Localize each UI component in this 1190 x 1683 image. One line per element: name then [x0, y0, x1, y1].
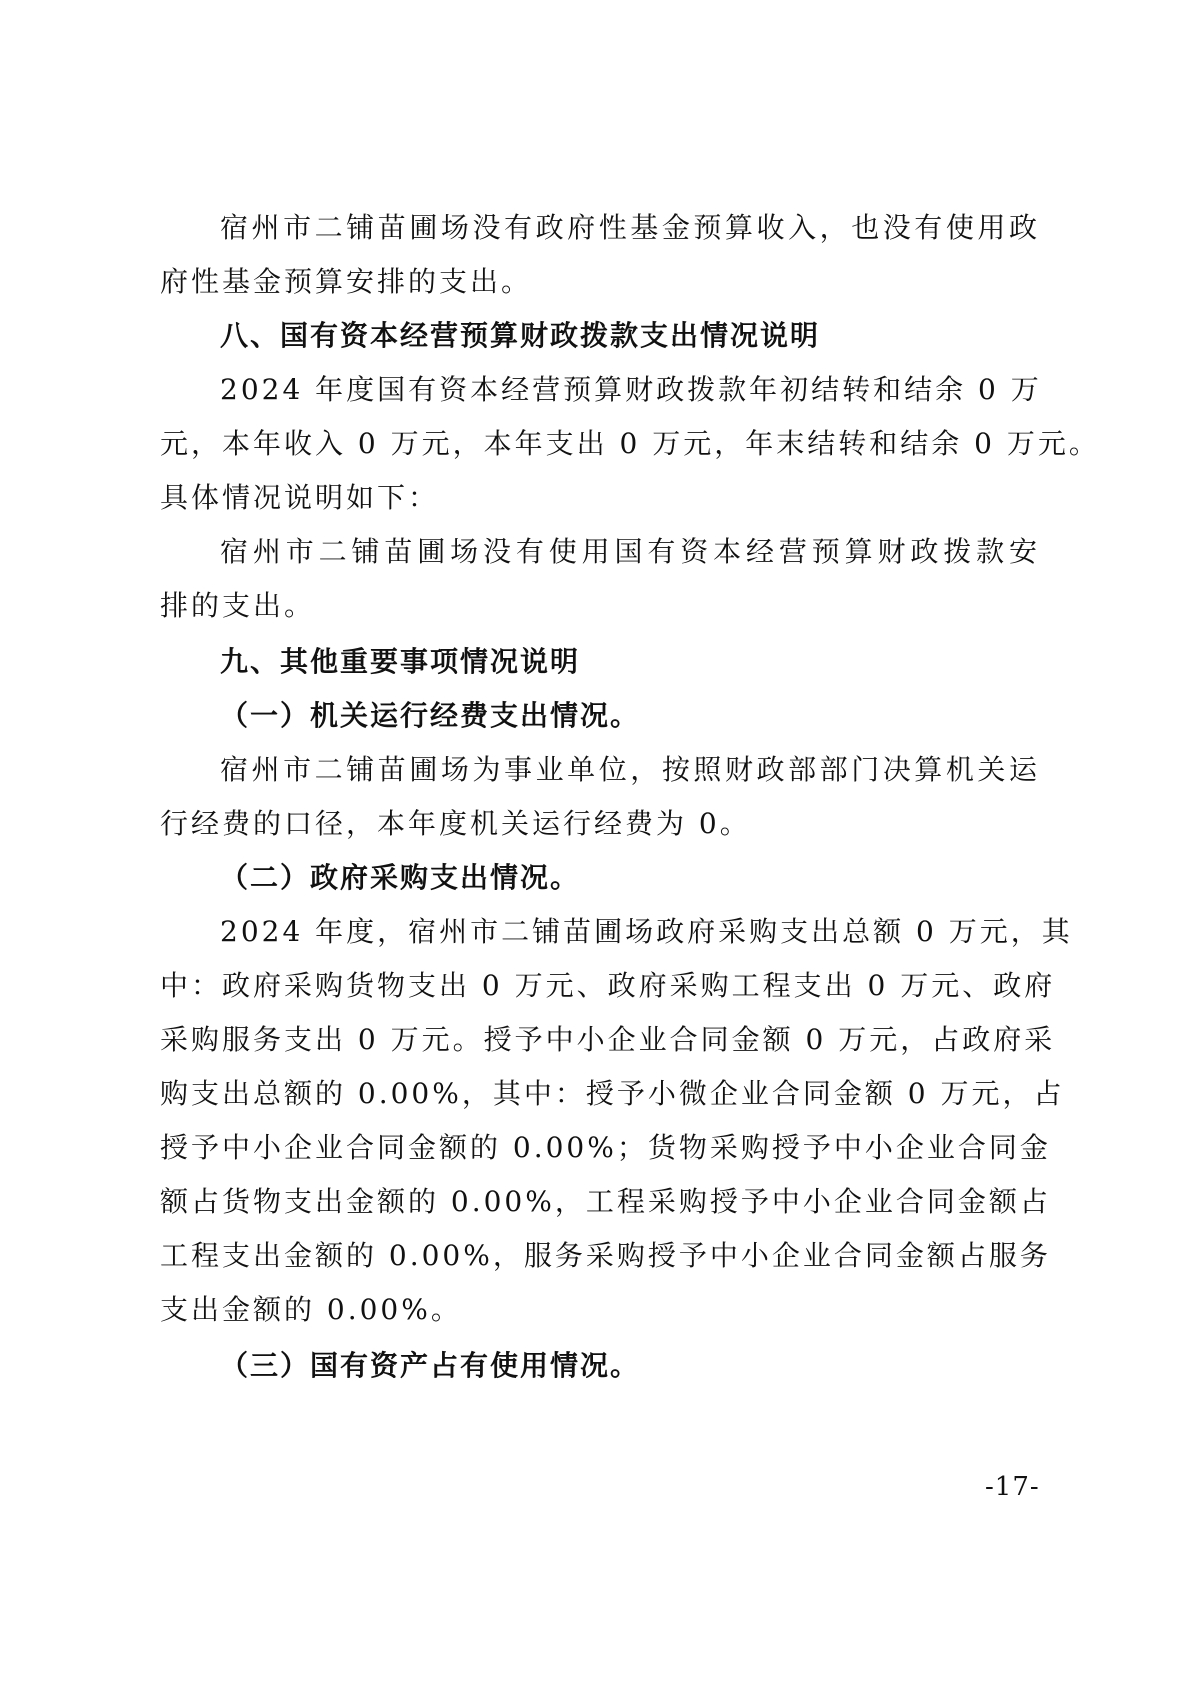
paragraph-line: 额占货物支出金额的 0.00%，工程采购授予中小企业合同金额占 [160, 1185, 1051, 1218]
paragraph-line: 排的支出。 [160, 589, 316, 622]
paragraph-line: 府性基金预算安排的支出。 [160, 265, 533, 298]
paragraph-line: 授予中小企业合同金额的 0.00%；货物采购授予中小企业合同金 [160, 1131, 1051, 1164]
subsection-heading: （一）机关运行经费支出情况。 [220, 699, 641, 732]
paragraph-line: 工程支出金额的 0.00%，服务采购授予中小企业合同金额占服务 [160, 1239, 1051, 1272]
paragraph-line: 行经费的口径，本年度机关运行经费为 0。 [160, 807, 751, 840]
paragraph-line: 购支出总额的 0.00%，其中：授予小微企业合同金额 0 万元，占 [160, 1077, 1065, 1110]
section-heading: 八、国有资本经营预算财政拨款支出情况说明 [220, 319, 821, 352]
paragraph-line: 宿州市二铺苗圃场没有使用国有资本经营预算财政拨款安 [220, 535, 1040, 568]
paragraph-line: 2024 年度国有资本经营预算财政拨款年初结转和结余 0 万 [220, 373, 1042, 406]
paragraph-line: 采购服务支出 0 万元。授予中小企业合同金额 0 万元，占政府采 [160, 1023, 1056, 1056]
section-heading: 九、其他重要事项情况说明 [220, 645, 581, 678]
paragraph-line: 元，本年收入 0 万元，本年支出 0 万元，年末结转和结余 0 万元。 [160, 427, 1100, 460]
subsection-heading: （三）国有资产占有使用情况。 [220, 1349, 641, 1382]
subsection-heading: （二）政府采购支出情况。 [220, 861, 581, 894]
paragraph-line: 支出金额的 0.00%。 [160, 1293, 462, 1326]
paragraph-line: 具体情况说明如下： [160, 481, 440, 514]
paragraph-line: 宿州市二铺苗圃场没有政府性基金预算收入，也没有使用政 [220, 211, 1040, 244]
paragraph-line: 宿州市二铺苗圃场为事业单位，按照财政部部门决算机关运 [220, 753, 1040, 786]
page-number: -17- [985, 1472, 1040, 1502]
paragraph-line: 2024 年度，宿州市二铺苗圃场政府采购支出总额 0 万元，其 [220, 915, 1073, 948]
paragraph-line: 中：政府采购货物支出 0 万元、政府采购工程支出 0 万元、政府 [160, 969, 1056, 1002]
